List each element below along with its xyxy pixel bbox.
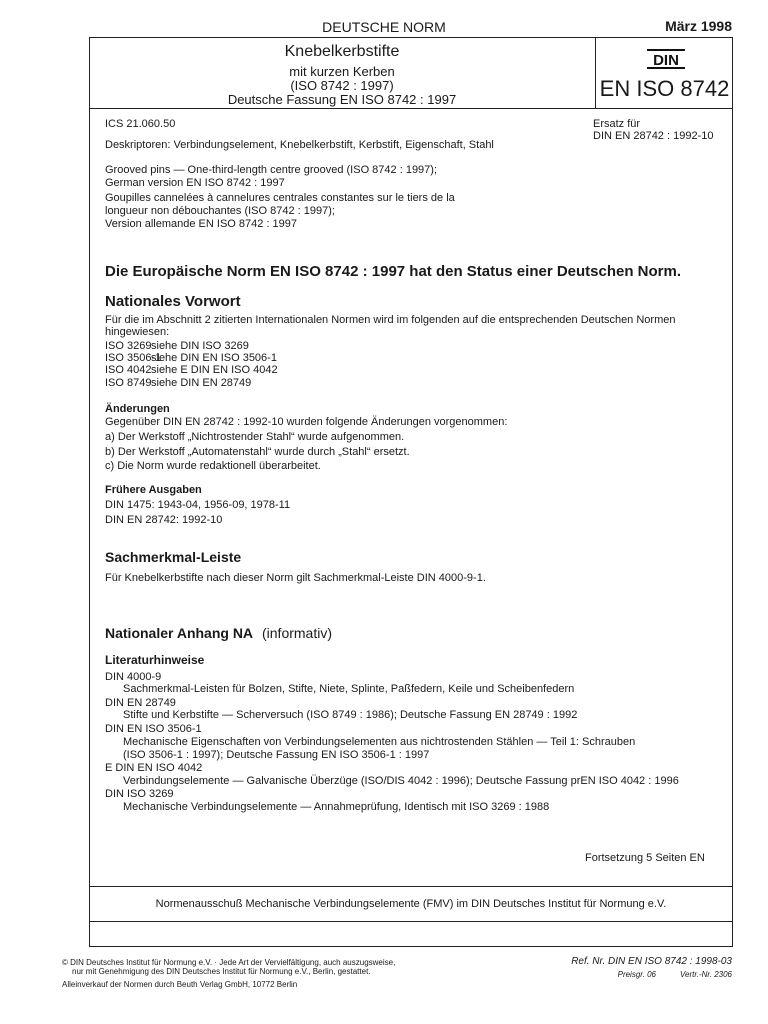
literature-code: DIN EN 28749 — [105, 697, 176, 709]
subtitle-line: Deutsche Fassung EN ISO 8742 : 1997 — [227, 92, 457, 107]
document-title: Knebelkerbstifte — [284, 43, 400, 60]
literature-code: E DIN EN ISO 4042 — [105, 762, 203, 774]
literature-description: Mechanische Eigenschaften von Verbindungselementen aus nichtrostenden Stählen — Teil 1: Schrauben — [123, 736, 636, 748]
literature-description: (ISO 3506-1 : 1997); Deutsche Fassung EN ISO 3506-1 : 1997 — [123, 749, 430, 761]
literature-description: Stifte und Kerbstifte — Scherversuch (ISO 8749 : 1986); Deutsche Fassung EN 28749 : 1992 — [123, 709, 578, 721]
status-statement: Die Europäische Norm EN ISO 8742 : 1997 hat den Status einer Deutschen Norm. — [105, 263, 682, 280]
subtitle-line: mit kurzen Kerben — [289, 64, 395, 79]
previous-editions-heading: Frühere Ausgaben — [105, 484, 202, 496]
previous-edition: DIN 1475: 1943-04, 1956-09, 1978-11 — [105, 499, 291, 511]
translation-line: Goupilles cannelées à cannelures centrales constantes sur le tiers de la — [105, 192, 455, 204]
replaces-label: Ersatz für — [593, 118, 641, 130]
reference-code: ISO 4042 — [105, 364, 152, 376]
translation-line: Version allemande EN ISO 8742 : 1997 — [105, 218, 298, 230]
copyright-line: Alleinverkauf der Normen durch Beuth Verlag GmbH, 10772 Berlin — [62, 980, 298, 989]
divider — [89, 921, 733, 922]
change-item: c) Die Norm wurde redaktionell überarbeitet. — [105, 460, 321, 472]
sachmerkmal-heading: Sachmerkmal-Leiste — [105, 549, 242, 565]
foreword-heading: Nationales Vorwort — [105, 293, 241, 310]
literature-code: DIN 4000-9 — [105, 671, 162, 683]
translation-line: German version EN ISO 8742 : 1997 — [105, 177, 285, 189]
annex-heading: Nationaler Anhang NA — [105, 625, 254, 641]
literature-description: Mechanische Verbindungselemente — Annahmeprüfung, Identisch mit ISO 3269 : 1988 — [123, 801, 550, 813]
ics-code: ICS 21.060.50 — [105, 118, 176, 130]
committee-line: Normenausschuß Mechanische Verbindungselemente (FMV) im DIN Deutsches Institut für Normung e.V. — [155, 898, 667, 910]
din-logo — [646, 47, 686, 71]
document-type-label: DEUTSCHE NORM — [322, 19, 446, 35]
copyright-line: nur mit Genehmigung des DIN Deutsches Institut für Normung e.V., Berlin, gestattet. — [72, 967, 371, 976]
literature-description: Verbindungselemente — Galvanische Überzüge (ISO/DIS 4042 : 1996); Deutsche Fassung prEN ISO 4042 : 1996 — [123, 775, 679, 787]
translation-line: Grooved pins — One-third-length centre grooved (ISO 8742 : 1997); — [105, 164, 438, 176]
price-group: Preisgr. 06 — [617, 970, 656, 979]
content-frame — [89, 109, 733, 947]
reference-value: siehe DIN EN ISO 3506-1 — [151, 352, 277, 364]
literature-heading: Literaturhinweise — [105, 653, 205, 667]
literature-code: DIN EN ISO 3506-1 — [105, 723, 202, 735]
reference-code: ISO 3269 — [105, 340, 152, 352]
change-item: b) Der Werkstoff „Automatenstahl“ wurde durch „Stahl“ ersetzt. — [105, 446, 410, 458]
replaces-value: DIN EN 28742 : 1992-10 — [593, 130, 714, 142]
literature-code: DIN ISO 3269 — [105, 788, 174, 800]
foreword-intro: Für die im Abschnitt 2 zitierten Internationalen Normen wird im folgenden auf die entsprechenden Deutschen Normen — [105, 314, 676, 326]
sales-number: Vertr.-Nr. 2306 — [679, 970, 732, 979]
sachmerkmal-text: Für Knebelkerbstifte nach dieser Norm gilt Sachmerkmal-Leiste DIN 4000-9-1. — [105, 572, 486, 584]
changes-heading: Änderungen — [105, 403, 170, 415]
annex-qualifier: (informativ) — [262, 625, 333, 641]
standard-number: EN ISO 8742 — [599, 76, 730, 101]
changes-intro: Gegenüber DIN EN 28742 : 1992-10 wurden folgende Änderungen vorgenommen: — [105, 416, 508, 428]
reference-code: ISO 3506-1 — [105, 352, 162, 364]
din-logo-text: DIN — [653, 52, 679, 69]
continuation-note: Fortsetzung 5 Seiten EN — [585, 852, 705, 864]
literature-description: Sachmerkmal-Leisten für Bolzen, Stifte, Niete, Splinte, Paßfedern, Keile und Scheibenfedern — [123, 683, 575, 695]
reference-code: ISO 8749 — [105, 377, 152, 389]
reference-value: siehe DIN ISO 3269 — [151, 340, 249, 352]
reference-value: siehe DIN EN 28749 — [151, 377, 252, 389]
reference-value: siehe E DIN EN ISO 4042 — [151, 364, 278, 376]
foreword-intro: hingewiesen: — [105, 326, 170, 338]
descriptors: Deskriptoren: Verbindungselement, Knebelkerbstift, Kerbstift, Eigenschaft, Stahl — [105, 139, 494, 151]
publication-date: März 1998 — [665, 18, 732, 34]
subtitle-line: (ISO 8742 : 1997) — [290, 78, 394, 93]
translation-line: longueur non débouchantes (ISO 8742 : 1997); — [105, 205, 335, 217]
change-item: a) Der Werkstoff „Nichtrostender Stahl“ wurde aufgenommen. — [105, 431, 405, 443]
reference-number: Ref. Nr. DIN EN ISO 8742 : 1998-03 — [571, 956, 732, 967]
divider — [89, 886, 733, 887]
copyright-line: © DIN Deutsches Institut für Normung e.V. · Jede Art der Vervielfältigung, auch auszugsweise, — [62, 958, 396, 967]
previous-edition: DIN EN 28742: 1992-10 — [105, 514, 223, 526]
